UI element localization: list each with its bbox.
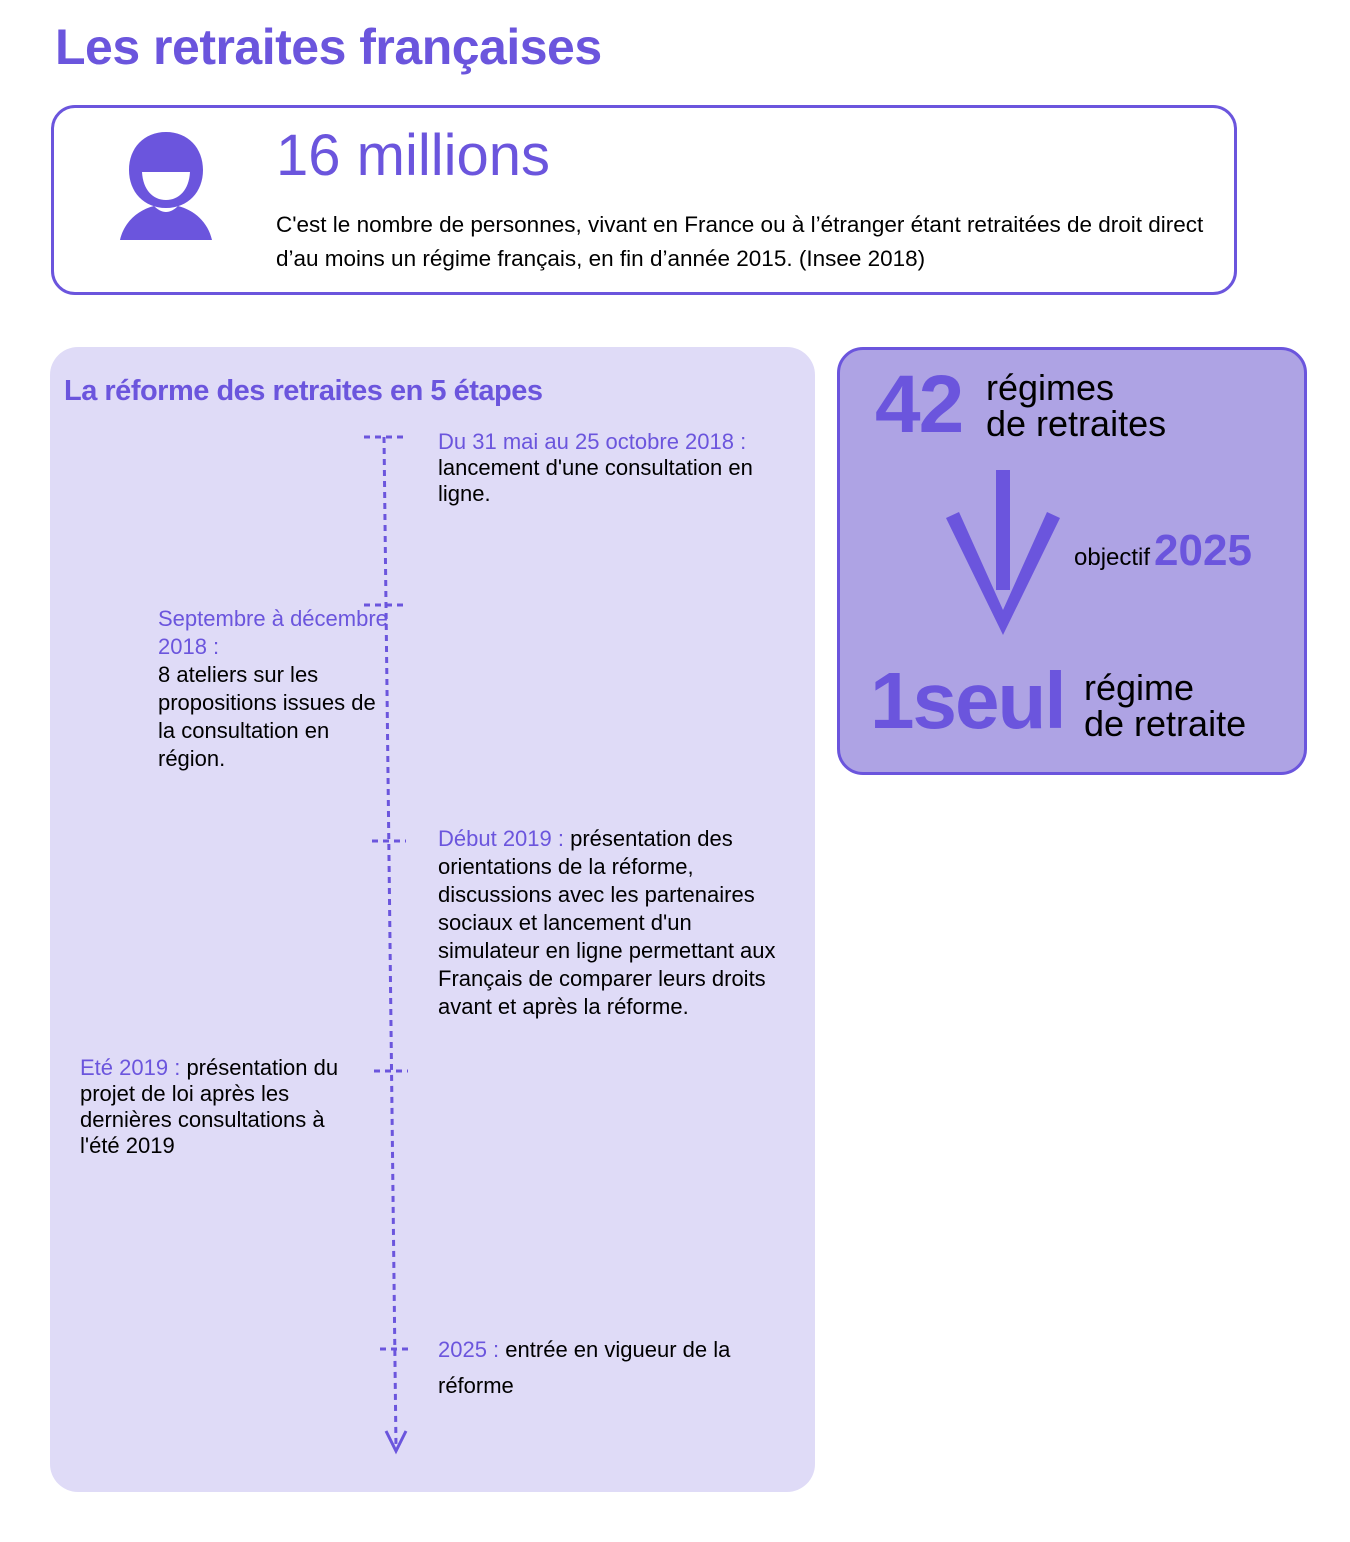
reform-timeline-panel xyxy=(50,347,815,1492)
objectif-text: objectif xyxy=(1074,544,1151,571)
step-date: 2025 : xyxy=(438,1337,500,1362)
stat-description: C'est le nombre de personnes, vivant en France ou à l’étranger étant retraitées de droit direct d’au moins un régime français, en fin d’année 2015. (Insee 2018) xyxy=(276,212,1204,271)
step-text: présentation du projet de loi après les dernières consultations à l'été 2019 xyxy=(80,1055,339,1158)
single-regime-label-line-2: de retraite xyxy=(1084,703,1247,744)
regimes-count: 42 xyxy=(875,359,963,450)
step-text: entrée en vigueur de la réforme xyxy=(438,1337,731,1398)
person-icon xyxy=(116,130,216,240)
step-text: lancement d'une consultation en ligne. xyxy=(438,455,753,506)
single-regime-label-line-1: régime xyxy=(1084,667,1195,708)
step-text: présentation des orientations de la réforme, discussions avec les partenaires sociaux et lancement d'un simulateur en ligne permettant aux Français de comparer leurs droits avant et après la réforme. xyxy=(438,826,776,1019)
arrow-down-icon xyxy=(943,470,1063,640)
step-date: Eté 2019 : xyxy=(80,1055,181,1080)
timeline-axis xyxy=(350,427,430,1467)
timeline-step xyxy=(438,825,788,1021)
step-date: Du 31 mai au 25 octobre 2018 : xyxy=(438,429,747,454)
single-regime-label xyxy=(1084,667,1247,744)
timeline-line xyxy=(384,437,396,1447)
step-text: 8 ateliers sur les propositions issues de la consultation en région. xyxy=(158,662,376,771)
objectif-year: 2025 xyxy=(1154,526,1252,575)
page-title: Les retraites françaises xyxy=(55,19,602,75)
step-date: Septembre à décembre 2018 : xyxy=(158,606,388,659)
stat-number: 16 millions xyxy=(276,123,550,188)
timeline-step xyxy=(438,429,768,507)
population-stat-card xyxy=(51,105,1237,295)
regimes-label xyxy=(986,367,1167,444)
regimes-label-line-1: régimes xyxy=(986,367,1115,408)
objectif-label xyxy=(1074,526,1252,576)
step-date: Début 2019 : xyxy=(438,826,564,851)
timeline-step xyxy=(80,1055,370,1159)
timeline-step xyxy=(158,605,388,773)
regimes-card xyxy=(837,347,1307,775)
single-regime-count: 1seul xyxy=(870,656,1065,745)
timeline-step xyxy=(438,1332,768,1404)
timeline-title: La réforme des retraites en 5 étapes xyxy=(64,375,543,407)
regimes-label-line-2: de retraites xyxy=(986,403,1167,444)
